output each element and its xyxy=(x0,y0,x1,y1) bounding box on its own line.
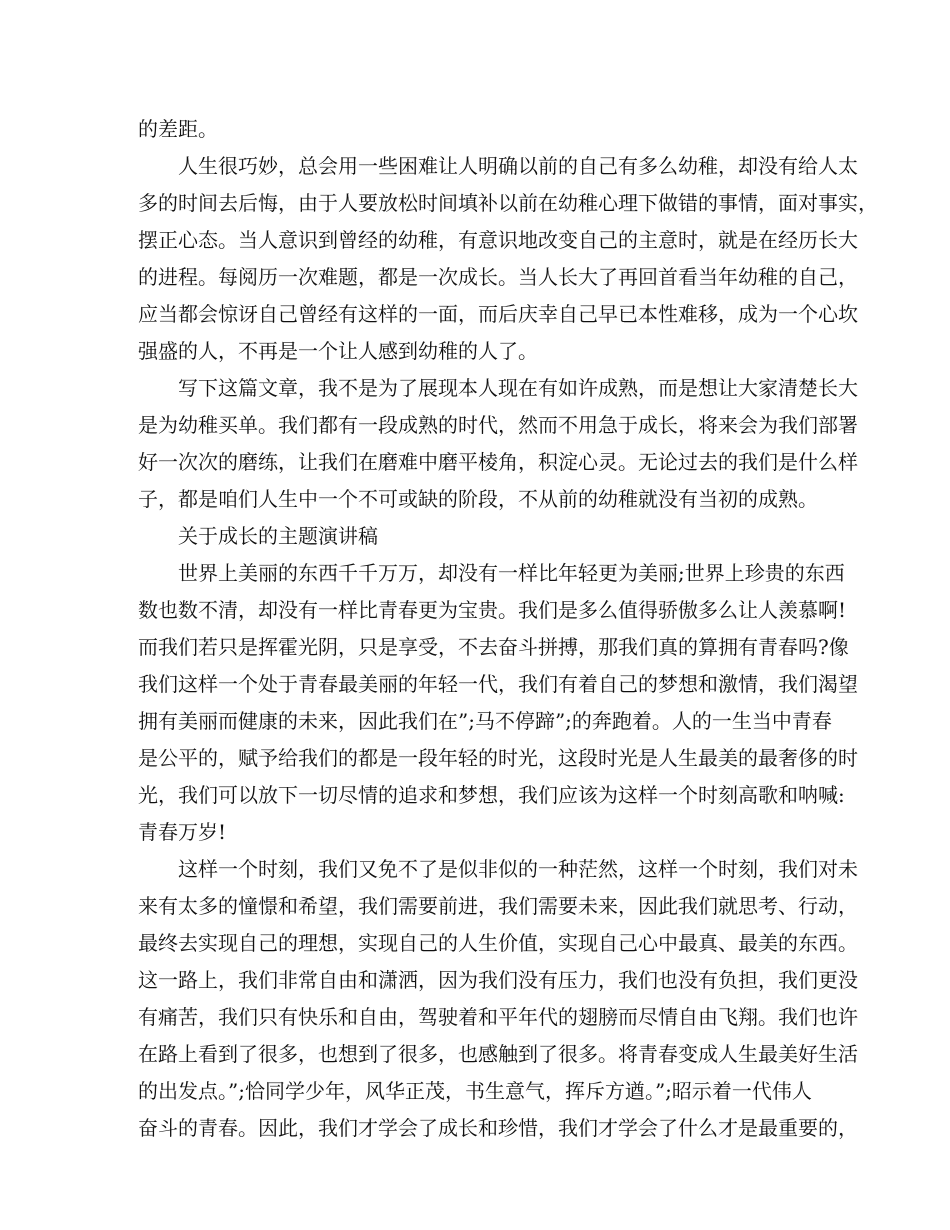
text-line: 我们这样一个处于青春最美丽的年轻一代，我们有着自己的梦想和激情，我们渴望 xyxy=(138,672,858,696)
text-line: 多的时间去后悔，由于人要放松时间填补以前在幼稚心理下做错的事情，面对事实， xyxy=(138,191,878,215)
text-line: 数也数不清，却没有一样比青春更为宝贵。我们是多么值得骄傲多么让人羡慕啊! xyxy=(138,598,847,622)
text-line: 有痛苦，我们只有快乐和自由，驾驶着和平年代的翅膀而尽情自由飞翔。我们也许 xyxy=(138,1005,858,1029)
text-line: 好一次次的磨练，让我们在磨难中磨平棱角，积淀心灵。无论过去的我们是什么样 xyxy=(138,450,858,474)
text-line: 这样一个时刻，我们又免不了是似非似的一种茫然，这样一个时刻，我们对未 xyxy=(178,857,858,881)
text-line: 的出发点。”;恰同学少年，风华正茂，书生意气，挥斥方遒。”;昭示着一代伟人 xyxy=(138,1079,812,1103)
text-line: 光，我们可以放下一切尽情的追求和梦想，我们应该为这样一个时刻高歌和呐喊: xyxy=(138,783,845,807)
text-line: 而我们若只是挥霍光阴，只是享受，不去奋斗拼搏，那我们真的算拥有青春吗?像 xyxy=(138,635,849,659)
text-line: 在路上看到了很多，也想到了很多，也感触到了很多。将青春变成人生最美好生活 xyxy=(138,1042,858,1066)
text-line: 人生很巧妙，总会用一些困难让人明确以前的自己有多么幼稚，却没有给人太 xyxy=(178,154,858,178)
section-heading: 关于成长的主题演讲稿 xyxy=(178,524,378,548)
text-line: 子，都是咱们人生中一个不可或缺的阶段，不从前的幼稚就没有当初的成熟。 xyxy=(138,487,818,511)
text-line: 的差距。 xyxy=(138,117,218,141)
text-line: 应当都会惊讶自己曾经有这样的一面，而后庆幸自己早已本性难移，成为一个心坎 xyxy=(138,302,858,326)
text-line: 奋斗的青春。因此，我们才学会了成长和珍惜，我们才学会了什么才是最重要的， xyxy=(138,1116,858,1140)
text-line: 来有太多的憧憬和希望，我们需要前进，我们需要未来，因此我们就思考、行动， xyxy=(138,894,858,918)
text-line: 是公平的，赋予给我们的都是一段年轻的时光，这段时光是人生最美的最奢侈的时 xyxy=(138,746,858,770)
text-line: 拥有美丽而健康的未来，因此我们在”;马不停蹄”;的奔跑着。人的一生当中青春 xyxy=(138,709,832,733)
text-line: 写下这篇文章，我不是为了展现本人现在有如许成熟，而是想让大家清楚长大 xyxy=(178,376,858,400)
text-line: 青春万岁! xyxy=(138,820,227,844)
text-line: 摆正心态。当人意识到曾经的幼稚，有意识地改变自己的主意时，就是在经历长大 xyxy=(138,228,858,252)
text-line: 这一路上，我们非常自由和潇洒，因为我们没有压力，我们也没有负担，我们更没 xyxy=(138,968,858,992)
text-line: 最终去实现自己的理想，实现自己的人生价值，实现自己心中最真、最美的东西。 xyxy=(138,931,858,955)
text-line: 世界上美丽的东西千千万万，却没有一样比年轻更为美丽;世界上珍贵的东西 xyxy=(178,561,845,585)
text-line: 强盛的人，不再是一个让人感到幼稚的人了。 xyxy=(138,339,538,363)
text-line: 的进程。每阅历一次难题，都是一次成长。当人长大了再回首看当年幼稚的自己， xyxy=(138,265,858,289)
text-line: 是为幼稚买单。我们都有一段成熟的时代，然而不用急于成长，将来会为我们部署 xyxy=(138,413,858,437)
